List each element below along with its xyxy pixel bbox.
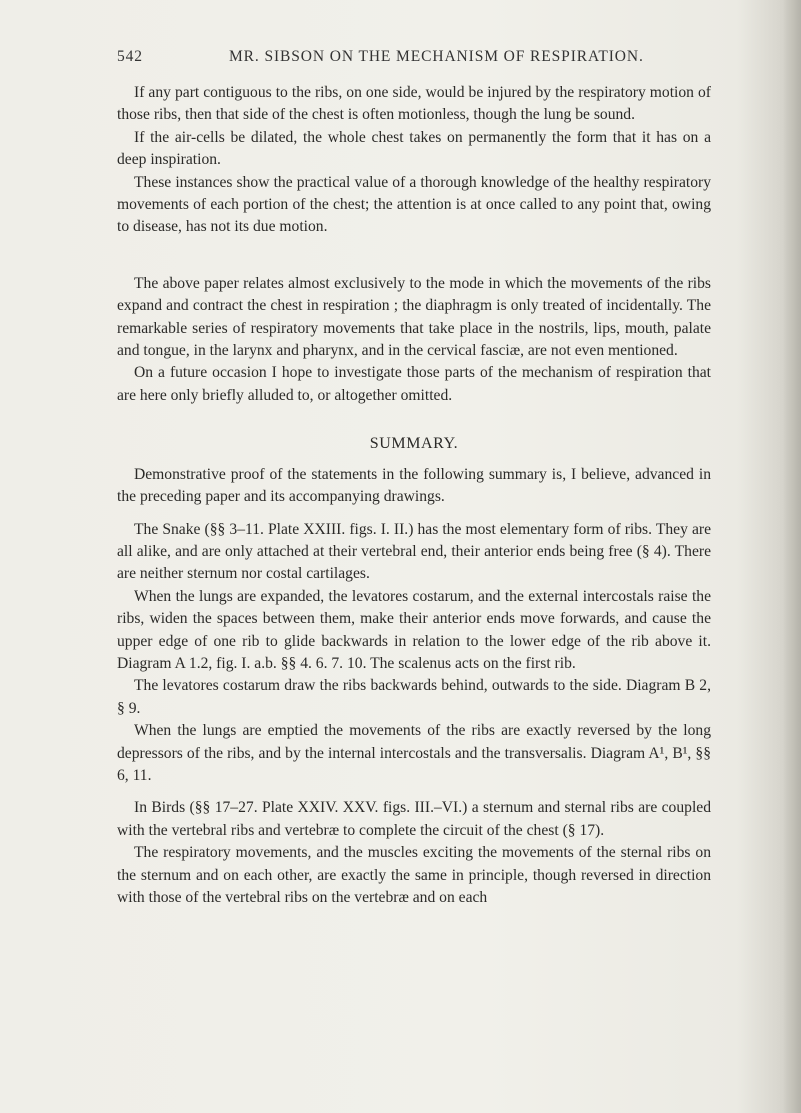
paragraph: The Snake (§§ 3–11. Plate XXIII. figs. I. II.) has the most elementary form of ribs. They are all alike, and are only attached at their vertebral end, their anterior ends being free (§ 4). There are neither sternum nor costal cartilages. <box>117 520 711 583</box>
paragraph: The levatores costarum draw the ribs backwards behind, outwards to the side. Diagram B 2, § 9. <box>117 677 711 717</box>
paragraph: These instances show the practical value of a thorough knowledge of the healthy respiratory movements of each portion of the chest; the attention is at once called to any point that, owing to disease, has not its due motion. <box>117 173 711 236</box>
paragraph: When the lungs are expanded, the levatores costarum, and the external intercostals raise the ribs, widen the spaces between them, make their anterior ends move forwards, and cause the upper edge of one rib to glide backwards in relation to the lower edge of the rib above it. Diagram A 1.2, fig. I. a.b. §§ 4. 6. 7. 10. The scalenus acts on the first rib. <box>117 587 711 672</box>
page-edge-shadow <box>783 0 801 1113</box>
paragraph: When the lungs are emptied the movements of the ribs are exactly reversed by the long depressors of the ribs, and by the internal intercostals and the transversalis. Diagram A¹, B¹, §§ 6, 11. <box>117 722 711 784</box>
paragraph: If the air-cells be dilated, the whole chest takes on permanently the form that it has on a deep inspiration. <box>117 128 711 169</box>
body-text <box>117 82 711 909</box>
running-title: MR. SIBSON ON THE MECHANISM OF RESPIRATION. <box>229 48 644 65</box>
paragraph: On a future occasion I hope to investigate those parts of the mechanism of respiration that are here only briefly alluded to, or altogether omitted. <box>117 364 711 404</box>
paragraph: If any part contiguous to the ribs, on one side, would be injured by the respiratory motion of those ribs, then that side of the chest is often motionless, though the lung be sound. <box>117 84 711 124</box>
paragraph: The above paper relates almost exclusively to the mode in which the movements of the ribs expand and contract the chest in respiration ; the diaphragm is only treated of incidentally. The remarkable series of respiratory movements that take place in the nostrils, lips, mouth, palate and tongue, in the larynx and pharynx, and in the cervical fasciæ, are not even mentioned. <box>117 274 711 360</box>
paragraph: The respiratory movements, and the muscles exciting the movements of the sternal ribs on the sternum and on each other, are exactly the same in principle, though reversed in direction with those of the vertebral ribs on the vertebræ and on each <box>117 844 711 906</box>
page-number: 542 <box>117 48 143 65</box>
paragraph: In Birds (§§ 17–27. Plate XXIV. XXV. figs. III.–VI.) a sternum and sternal ribs are coupled with the vertebral ribs and vertebræ to complete the circuit of the chest (§ 17). <box>117 799 711 839</box>
paragraph: Demonstrative proof of the statements in the following summary is, I believe, advanced in the preceding paper and its accompanying drawings. <box>117 465 711 506</box>
section-heading: SUMMARY. <box>369 435 459 453</box>
